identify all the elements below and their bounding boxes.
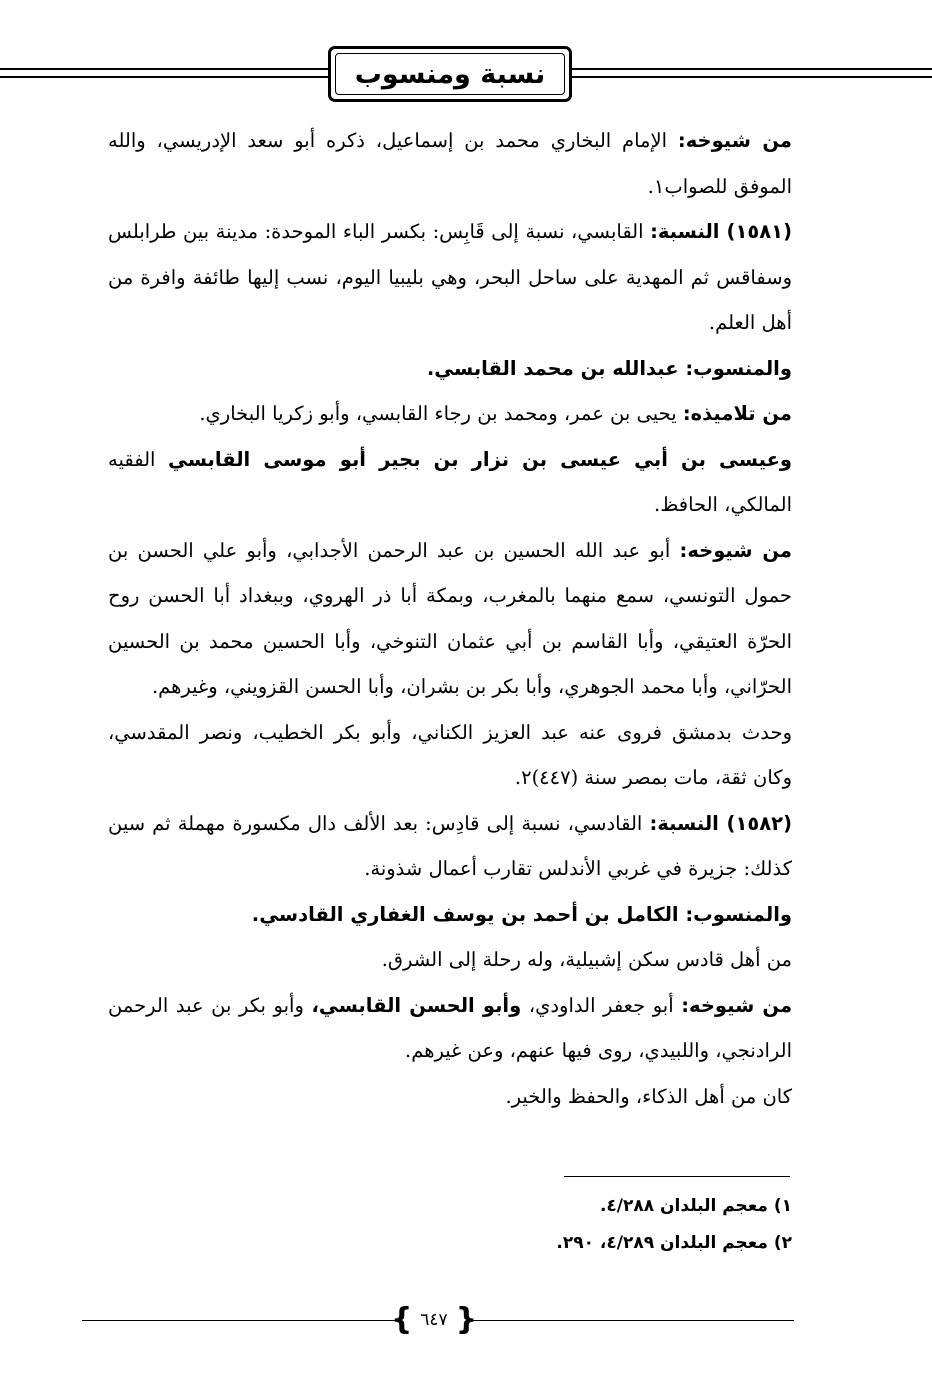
paragraph-text: أبو جعفر الداودي،: [521, 993, 682, 1017]
page-number-value: ٦٤٧: [420, 1310, 448, 1330]
paragraph-label: والمنسوب: الكامل بن أحمد بن يوسف الغفاري القادسي.: [251, 902, 792, 926]
paragraph-label: من شيوخه:: [681, 993, 793, 1017]
paragraph: [108, 118, 792, 209]
paragraph: [108, 528, 792, 710]
paragraph-text: كان من أهل الذكاء، والحفظ والخير.: [505, 1084, 792, 1108]
paragraph-text: وحدث بدمشق فروى عنه عبد العزيز الكناني، وأبو بكر الخطيب، ونصر المقدسي، وكان ثقة، مات بمصر سنة (٤٤٧)٢.: [108, 720, 792, 789]
paragraph-label: (١٥٨٢) النسبة:: [649, 811, 792, 835]
paragraph-text: الفقيه المالكي، الحافظ.: [108, 447, 792, 516]
footnotes: [108, 1188, 792, 1262]
paragraph: [108, 892, 792, 938]
footer-rule-left: [82, 1320, 398, 1321]
page-number: [390, 1302, 478, 1338]
paragraph-label: من شيوخه:: [679, 538, 793, 562]
paragraph: [108, 1074, 792, 1120]
paragraph-text: يحيى بن عمر، ومحمد بن رجاء القابسي، وأبو زكريا البخاري.: [199, 402, 683, 425]
header-title-box: [328, 46, 572, 102]
paragraph-label: من شيوخه:: [677, 129, 792, 152]
paragraph-text: أبو عبد الله الحسين بن عبد الرحمن الأجدابي، وأبو علي الحسن بن حمول التونسي، سمع منهما بالمغرب، وبمكة أبا ذر الهروي، وببغداد أبا الحسن روح الحرّة العتيقي، وأبا القاسم بن أبي عثمان التنوخي، وأبا الحسين محمد بن الحسين الحرّاني، وأبا محمد الجوهري، وأبا بكر بن بشران، وأبا الحسن القزويني، وغيرهم.: [108, 538, 792, 698]
paragraph: [108, 391, 792, 437]
paragraph: [108, 710, 792, 801]
paragraph-label: من تلاميذه:: [682, 402, 792, 425]
footnote: ٢) معجم البلدان ٤/٢٨٩، ٢٩٠.: [556, 1233, 792, 1253]
paragraph: [108, 983, 792, 1074]
paragraph-label: (١٥٨١) النسبة:: [650, 220, 792, 243]
paragraph-label: وعيسى بن أبي عيسى بن نزار بن بجير أبو موسى القابسي: [167, 447, 793, 471]
footnote-separator: [564, 1176, 790, 1177]
brace-left-icon: {: [390, 1302, 413, 1337]
footer-rule-right: [470, 1320, 794, 1321]
brace-right-icon: }: [455, 1302, 478, 1337]
paragraph-text: القابسي، نسبة إلى قَابِس: بكسر الباء الموحدة: مدينة بين طرابلس وسفاقس ثم المهدية على ساحل البحر، وهي بليبيا اليوم، نسب إليها طائفة وافرة من أهل العلم.: [108, 220, 792, 334]
paragraph-text: القادسي، نسبة إلى قادِس: بعد الألف دال مكسورة مهملة ثم سين كذلك: جزيرة في غربي الأندلس تقارب أعمال شذونة.: [108, 811, 792, 880]
paragraph: [108, 801, 792, 892]
main-text: [108, 118, 792, 1119]
footnote: ١) معجم البلدان ٤/٢٨٨.: [599, 1196, 792, 1216]
paragraph-text: وأبو بكر بن عبد الرحمن الرادنجي، واللبيدي، روى فيها عنهم، وعن غيرهم.: [108, 993, 792, 1062]
header-title: نسبة ومنسوب: [335, 53, 565, 95]
paragraph: [108, 346, 792, 392]
paragraph-text: من أهل قادس سكن إشبيلية، وله رحلة إلى الشرق.: [381, 948, 792, 971]
paragraph: [108, 437, 792, 528]
paragraph-label: والمنسوب: عبدالله بن محمد القابسي.: [426, 356, 792, 380]
paragraph: [108, 209, 792, 346]
paragraph: [108, 937, 792, 983]
paragraph-label-inline: وأبو الحسن القابسي،: [311, 993, 522, 1017]
paragraph-text: الإمام البخاري محمد بن إسماعيل، ذكره أبو سعد الإدريسي، والله الموفق للصواب١.: [108, 129, 792, 198]
